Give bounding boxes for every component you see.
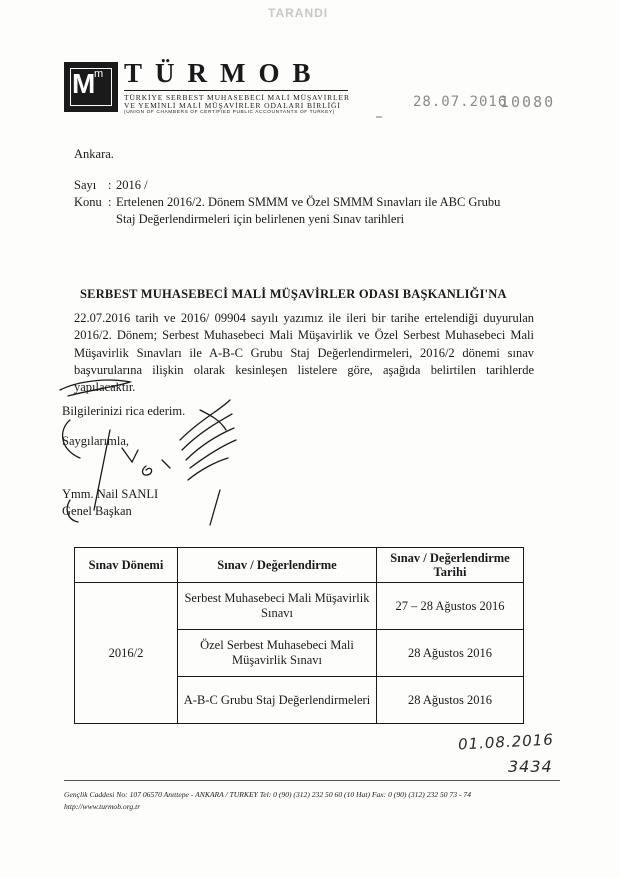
handwritten-number: 3434 (508, 757, 553, 776)
cell-exam: Serbest Muhasebeci Mali Müşavirlik Sınavı (178, 583, 377, 630)
header-period: Sınav Dönemi (75, 548, 178, 583)
signature-scribble (50, 370, 260, 530)
logo-mark-sup: m (94, 68, 104, 80)
cell-exam: Özel Serbest Muhasebeci Mali Müşavirlik Sınavı (178, 630, 377, 677)
logo-mark: M (72, 68, 96, 99)
org-line-3: (UNION OF CHAMBERS OF CERTIFIED PUBLIC ACCOUNTANTS OF TURKEY) (124, 110, 335, 115)
sayi-label: Sayı (74, 178, 97, 192)
org-name: TÜRMOB (124, 58, 324, 88)
letter-city: Ankara. (74, 147, 114, 161)
footer-address: Gençlik Caddesi No: 107 06570 Anıttepe - ANKARA / TURKEY Tel: 0 (90) (312) 232 50 60 (10 Hat) Fax: 0 (90) (312) 232 50 73 - 74 (64, 790, 471, 799)
header-rule (124, 90, 348, 91)
konu-colon: : (108, 195, 112, 209)
konu-label: Konu (74, 195, 102, 209)
table-header-row (75, 548, 524, 583)
org-line-2: VE YEMİNLİ MALİ MÜŞAVİRLER ODALARI BİRLİĞİ (124, 101, 341, 110)
signer-name: Ymm. Nail SANLI (62, 487, 159, 501)
footer-website: http://www.turmob.org.tr (64, 802, 141, 811)
cell-date: 28 Ağustos 2016 (377, 630, 524, 677)
closing-request: Bilgilerinizi rica ederim. (62, 404, 186, 418)
received-number-stamp: 10080 (500, 93, 556, 111)
received-date-stamp: 28.07.2016 (413, 94, 508, 110)
exam-schedule-table (74, 547, 524, 724)
cell-exam: A-B-C Grubu Staj Değerlendirmeleri (178, 677, 377, 724)
stamp-mark (376, 116, 382, 118)
cell-date: 28 Ağustos 2016 (377, 677, 524, 724)
table-row (75, 583, 524, 630)
header-date: Sınav / Değerlendirme Tarihi (377, 548, 524, 583)
header-exam: Sınav / Değerlendirme (178, 548, 377, 583)
body-paragraph: 22.07.2016 tarih ve 2016/ 09904 sayılı yazımız ile ileri bir tarihe ertelendiği duyurulan 2016/2. Dönem; Serbest Muhasebeci Mali Müşavirlik ve Özel Serbest Muhasebeci Mali Müşavirlik Sınavları ile A-B-C Grubu Staj Değerlendirmeleri, 2016/2 dönemi sınav başvurularına ilişkin olarak kesinleşen listelere göre, aşağıda belirtilen tarihlerde yapılacaktır. (74, 311, 534, 395)
footer-rule (64, 780, 560, 781)
cell-date: 27 – 28 Ağustos 2016 (377, 583, 524, 630)
sayi-colon: : (108, 178, 112, 192)
konu-line-2: Staj Değerlendirmeleri için belirlenen yeni Sınav tarihleri (116, 212, 405, 226)
salutation: SERBEST MUHASEBECİ MALİ MÜŞAVİRLER ODASI BAŞKANLIĞI'NA (80, 287, 507, 301)
scanned-stamp: TARANDI (268, 6, 329, 20)
turmob-logo (64, 62, 118, 112)
signer-title: Genel Başkan (62, 504, 132, 518)
sayi-value: 2016 / (116, 178, 148, 192)
konu-line-1: Ertelenen 2016/2. Dönem SMMM ve Özel SMMM Sınavları ile ABC Grubu (116, 195, 501, 209)
closing-regards: Saygılarımla, (62, 434, 129, 448)
org-line-1: TÜRKİYE SERBEST MUHASEBECİ MALİ MÜŞAVİRLER (124, 93, 350, 102)
handwritten-date: 01.08.2016 (457, 730, 555, 754)
cell-period: 2016/2 (75, 583, 178, 724)
